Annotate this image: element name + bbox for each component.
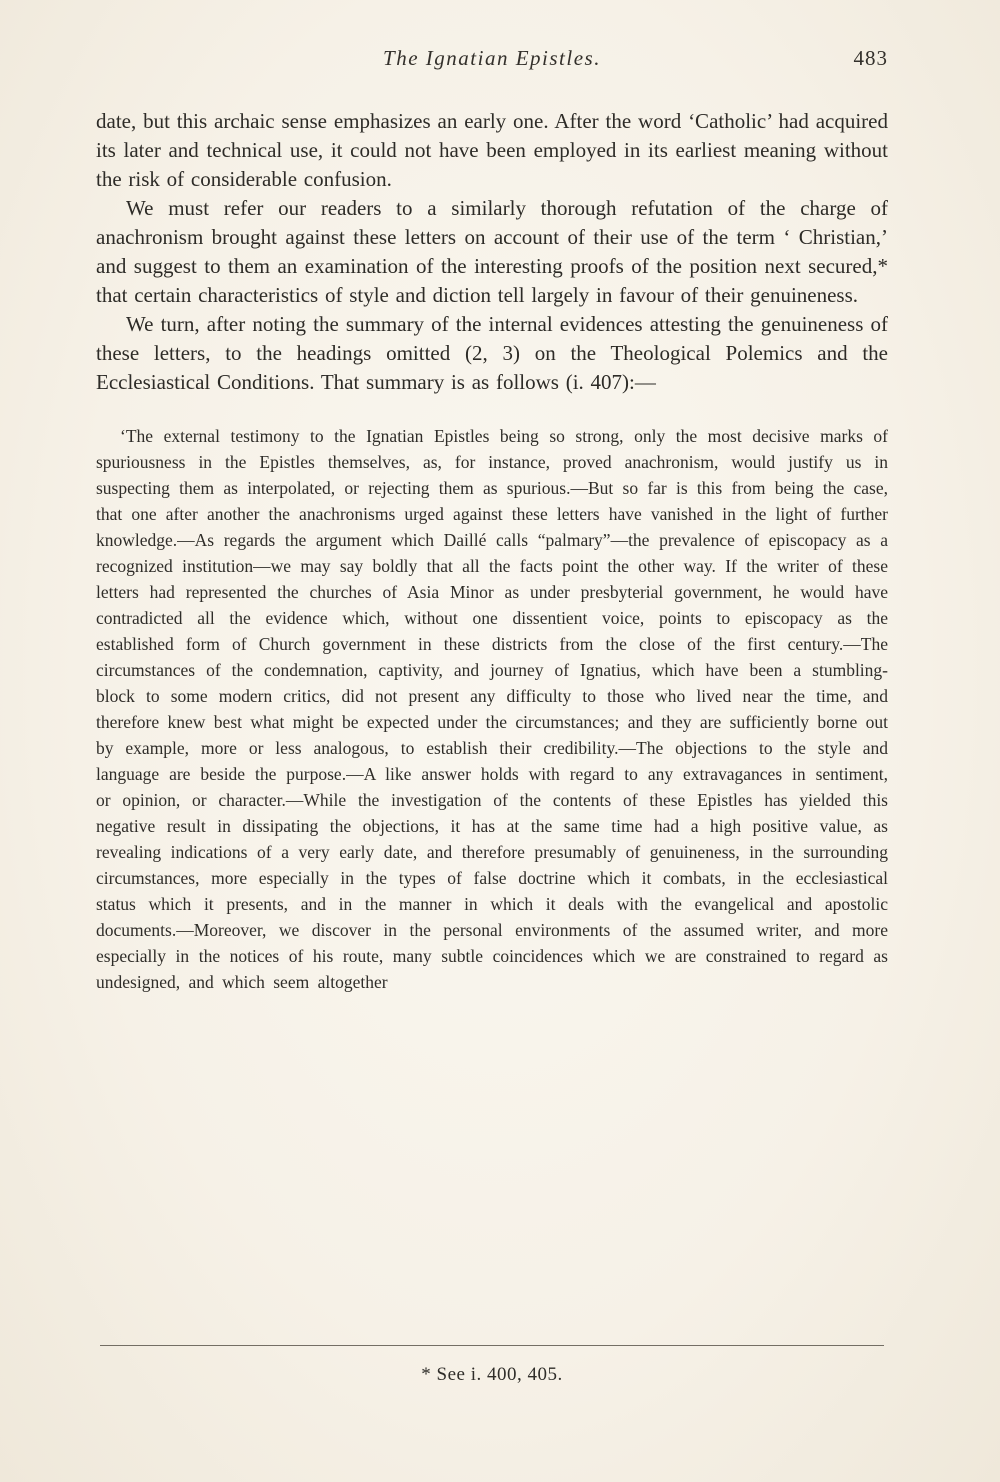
page-header: [96, 46, 888, 71]
paragraph: We must refer our readers to a similarly thorough refutation of the charge of anachronism brought against these letters on account of their use of the term ‘ Christian,’ and suggest to them an examination of the interesting proofs of the position next secured,* that certain characteristics of style and diction tell largely in favour of their genuineness.: [96, 196, 888, 307]
footnote: * See i. 400, 405.: [421, 1364, 563, 1385]
footnote-area: [96, 1345, 888, 1386]
paragraph: date, but this archaic sense emphasizes an early one. After the word ‘Catholic’ had acquired its later and technical use, it could not have been employed in its earliest meaning without the risk of considerable confusion.: [96, 109, 888, 191]
block-quote: [96, 423, 888, 995]
body-text: [96, 107, 888, 397]
page-number: 483: [853, 46, 888, 70]
footnote-rule: [100, 1345, 884, 1346]
paragraph: We turn, after noting the summary of the internal evidences attesting the genuineness of these letters, to the headings omitted (2, 3) on the Theological Polemics and the Ecclesiastical Conditions. That summary is as follows (i. 407):—: [96, 312, 888, 394]
running-title: The Ignatian Epistles.: [383, 46, 601, 70]
quote-paragraph: ‘The external testimony to the Ignatian Epistles being so strong, only the most decisive marks of spuriousness in the Epistles themselves, as, for instance, proved anachronism, would justify us in suspecting them as interpolated, or rejecting them as spurious.—But so far is this from being the case, that one after another the anachronisms urged against these letters have vanished in the light of further knowledge.—As regards the argument which Daillé calls “palmary”—the prevalence of episcopacy as a recognized institution—we may say boldly that all the facts point the other way. If the writer of these letters had represented the churches of Asia Minor as under presbyterial government, he would have contradicted all the evidence which, without one dissentient voice, points to episcopacy as the established form of Church government in these districts from the close of the first century.—The circumstances of the condemnation, captivity, and journey of Ignatius, which have been a stumbling-block to some modern critics, did not present any difficulty to those who lived near the time, and therefore knew best what might be expected under the circumstances; and they are sufficiently borne out by example, more or less analogous, to establish their credibility.—The objections to the style and language are beside the purpose.—A like answer holds with regard to any extravagances in sentiment, or opinion, or character.—While the investigation of the contents of these Epistles has yielded this negative result in dissipating the objections, it has at the same time had a high positive value, as revealing indications of a very early date, and therefore presumably of genuineness, in the surrounding circumstances, more especially in the types of false doctrine which it combats, in the ecclesiastical status which it presents, and in the manner in which it deals with the evangelical and apostolic documents.—Moreover, we discover in the personal environments of the assumed writer, and more especially in the notices of his route, many subtle coincidences which we are constrained to regard as undesigned, and which seem altogether: [96, 426, 888, 992]
